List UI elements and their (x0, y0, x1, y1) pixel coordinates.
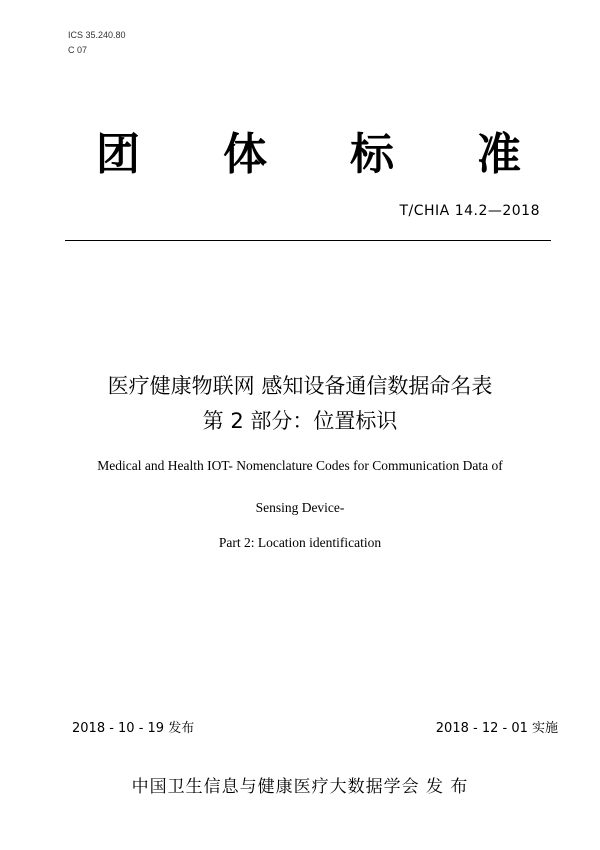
category-title-char: 体 (223, 129, 267, 180)
category-title-char: 团 (96, 129, 140, 180)
implementation-date: 2018 - 12 - 01 实施 (435, 721, 558, 736)
ics-code: ICS 35.240.80 (68, 30, 126, 40)
title-cn-line2: 第 2 部分：位置标识 (202, 409, 398, 433)
standard-number: T/CHIA 14.2—2018 (399, 203, 540, 219)
publisher: 中国卫生信息与健康医疗大数据学会 发 布 (131, 777, 469, 797)
category-title-char: 标 (350, 129, 394, 180)
title-cn-line1: 医疗健康物联网 感知设备通信数据命名表 (107, 374, 493, 398)
title-en-line1: Medical and Health IOT- Nomenclature Codes for Communication Data of (97, 458, 503, 473)
title-en-line2: Sensing Device- (255, 500, 345, 515)
divider (65, 240, 551, 241)
issue-date: 2018 - 10 - 19 发布 (72, 721, 195, 736)
title-en-line3: Part 2: Location identification (218, 535, 382, 550)
category-title-char: 准 (477, 129, 521, 180)
ccs-code: C 07 (68, 45, 88, 55)
